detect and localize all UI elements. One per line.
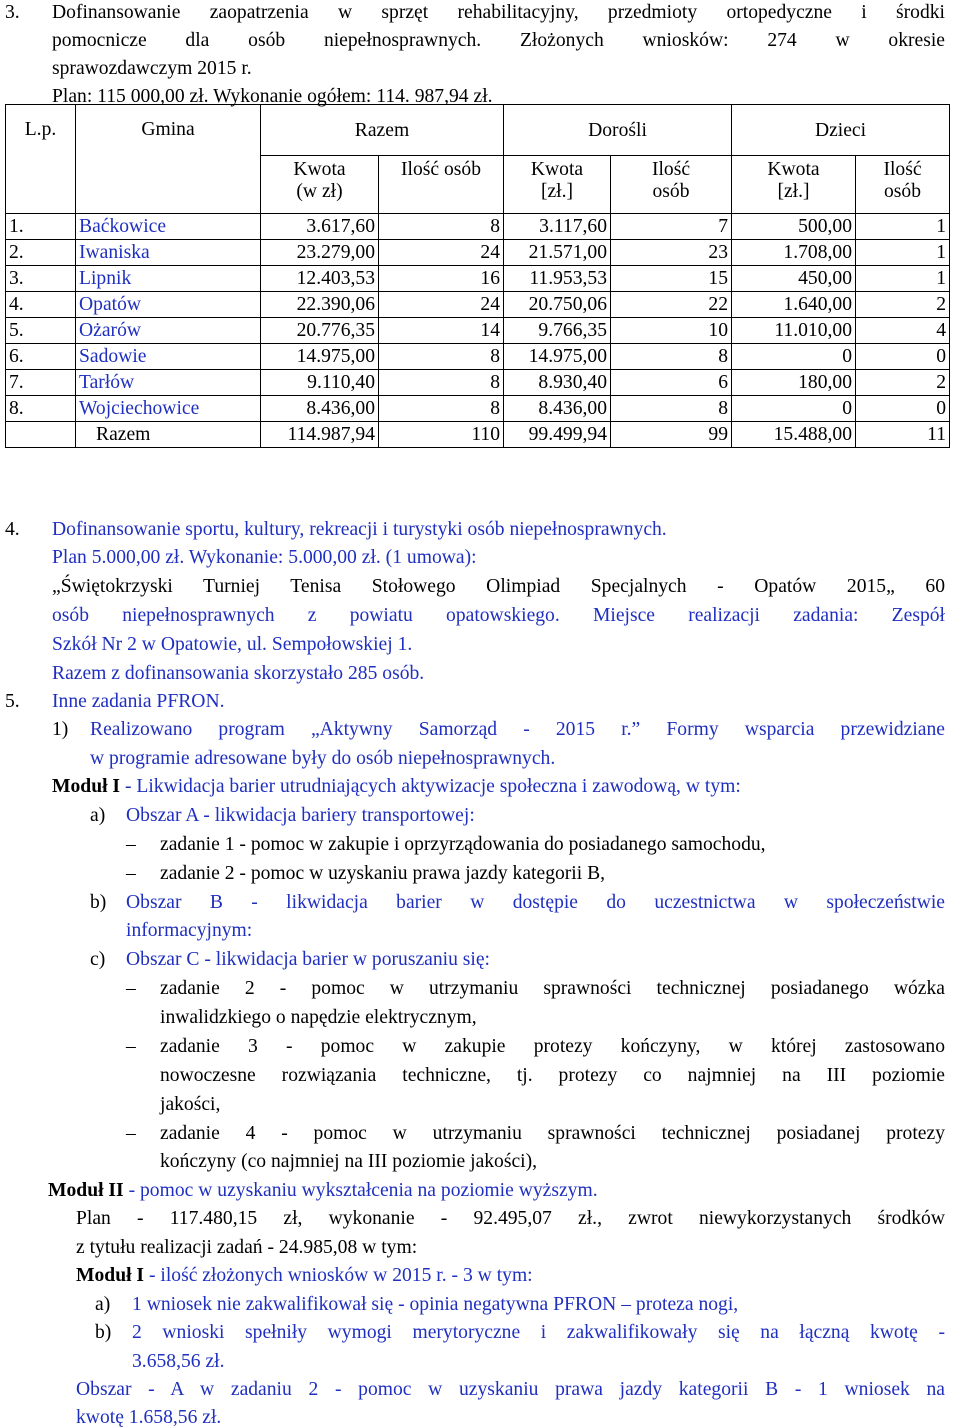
row-kwota-dorosli: 8.930,40: [504, 370, 611, 396]
obszar-a-label: a): [90, 805, 106, 826]
row-gmina: Ożarów: [76, 318, 261, 344]
obszar-a-summary-line-1: Obszar - A w zadaniu 2 - pomoc w uzyskaniu prawa jazdy kategorii B - 1 wniosek na: [76, 1379, 945, 1400]
application-b-line-1: 2 wnioski spełniły wymogi merytoryczne i zakwalifikowały się na łączną kwotę -: [132, 1322, 945, 1343]
row-kwota-dzieci: 450,00: [732, 266, 856, 292]
row-ilosc: 16: [379, 266, 504, 292]
row-gmina: Wojciechowice: [76, 396, 261, 422]
total-lp: [6, 422, 76, 448]
obszar-a-text: Obszar A - likwidacja bariery transportowej:: [126, 805, 475, 826]
application-b-line-2: 3.658,56 zł.: [132, 1351, 225, 1372]
row-kwota-dzieci: 11.010,00: [732, 318, 856, 344]
table-total-row: [6, 422, 950, 448]
total-label: Razem: [76, 422, 261, 448]
row-ilosc-dzieci: 2: [856, 292, 950, 318]
header-dorosli: Dorośli: [504, 105, 732, 156]
dash-icon: –: [126, 1036, 136, 1057]
table-row: [6, 214, 950, 240]
section-5-title: Inne zadania PFRON.: [52, 691, 225, 712]
row-kwota-dzieci: 0: [732, 396, 856, 422]
obszar-b-line-1: Obszar B - likwidacja barier w dostępie do uczestnictwa w społeczeństwie: [126, 892, 945, 913]
header-kwota-razem: Kwota (w zł): [261, 156, 379, 214]
row-kwota: 22.390,06: [261, 292, 379, 318]
section-5-number: 5.: [5, 691, 20, 712]
section-3-number: 3.: [5, 2, 20, 23]
obszar-c-task-2-line-3: jakości,: [160, 1094, 221, 1115]
obszar-b-label: b): [90, 892, 107, 913]
table-header-row-1: [6, 105, 950, 156]
table-row: [6, 266, 950, 292]
total-kwota: 114.987,94: [261, 422, 379, 448]
row-ilosc-dzieci: 1: [856, 266, 950, 292]
row-lp: 2.: [6, 240, 76, 266]
row-kwota-dzieci: 1.708,00: [732, 240, 856, 266]
row-lp: 4.: [6, 292, 76, 318]
header-razem: Razem: [261, 105, 504, 156]
row-kwota-dzieci: 500,00: [732, 214, 856, 240]
section-4-plan: Plan 5.000,00 zł. Wykonanie: 5.000,00 zł. (1 umowa):: [52, 547, 477, 568]
section-3-line-3: sprawozdawczym 2015 r.: [52, 58, 252, 79]
row-gmina: Tarłów: [76, 370, 261, 396]
header-lp: L.p.: [6, 105, 76, 214]
table-row: [6, 318, 950, 344]
row-kwota: 9.110,40: [261, 370, 379, 396]
row-ilosc: 14: [379, 318, 504, 344]
obszar-c-task-1-line-2: inwalidzkiego o napędzie elektrycznym,: [160, 1007, 477, 1028]
header-ilosc-dzieci: Ilość osób: [856, 156, 950, 214]
subsidy-table: [5, 104, 950, 448]
row-ilosc-dorosli: 6: [611, 370, 732, 396]
row-ilosc-dzieci: 0: [856, 344, 950, 370]
row-gmina: Sadowie: [76, 344, 261, 370]
obszar-b-line-2: informacyjnym:: [126, 920, 253, 941]
dash-icon: –: [126, 863, 136, 884]
point-1-number: 1): [52, 719, 69, 740]
header-dzieci: Dzieci: [732, 105, 950, 156]
row-lp: 6.: [6, 344, 76, 370]
section-4-line-3: „Świętokrzyski Turniej Tenisa Stołowego Olimpiad Specjalnych - Opatów 2015„ 60: [52, 576, 945, 597]
row-kwota: 12.403,53: [261, 266, 379, 292]
section-3-line-2: pomocnicze dla osób niepełnosprawnych. Złożonych wniosków: 274 w okresie: [52, 30, 945, 51]
row-gmina: Opatów: [76, 292, 261, 318]
row-gmina: Lipnik: [76, 266, 261, 292]
header-ilosc-osob-razem: Ilość osób: [379, 156, 504, 214]
section-4-line-6: Razem z dofinansowania skorzystało 285 osób.: [52, 663, 425, 684]
row-lp: 5.: [6, 318, 76, 344]
point-1-line-1: Realizowano program „Aktywny Samorząd - 2015 r.” Formy wsparcia przewidziane: [90, 719, 945, 740]
row-ilosc-dzieci: 2: [856, 370, 950, 396]
row-gmina: Iwaniska: [76, 240, 261, 266]
row-lp: 1.: [6, 214, 76, 240]
module-2-heading: Moduł II - pomoc w uzyskaniu wykształcenia na poziomie wyższym.: [48, 1180, 598, 1201]
row-kwota: 23.279,00: [261, 240, 379, 266]
section-4-line-4: osób niepełnosprawnych z powiatu opatowskiego. Miejsce realizacji zadania: Zespół: [52, 605, 945, 626]
row-kwota: 20.776,35: [261, 318, 379, 344]
row-ilosc: 8: [379, 344, 504, 370]
application-a-label: a): [95, 1294, 111, 1315]
table-row: [6, 396, 950, 422]
point-1-line-2: w programie adresowane były do osób niepełnosprawnych.: [90, 748, 556, 769]
obszar-c-label: c): [90, 949, 106, 970]
row-ilosc: 24: [379, 292, 504, 318]
row-kwota: 8.436,00: [261, 396, 379, 422]
total-ilosc-dzieci: 11: [856, 422, 950, 448]
row-lp: 8.: [6, 396, 76, 422]
obszar-c-text: Obszar C - likwidacja barier w poruszaniu się:: [126, 949, 490, 970]
row-kwota-dorosli: 9.766,35: [504, 318, 611, 344]
section-4-title: Dofinansowanie sportu, kultury, rekreacji i turystyki osób niepełnosprawnych.: [52, 519, 667, 540]
plan-line-2: z tytułu realizacji zadań - 24.985,08 w tym:: [76, 1237, 418, 1258]
row-ilosc-dzieci: 0: [856, 396, 950, 422]
obszar-c-task-1-line-1: zadanie 2 - pomoc w utrzymaniu sprawności technicznej posiadanego wózka: [160, 978, 945, 999]
row-kwota-dorosli: 14.975,00: [504, 344, 611, 370]
header-kwota-dorosli: Kwota [zł.]: [504, 156, 611, 214]
module-1-applications: Moduł I - ilość złożonych wniosków w 2015 r. - 3 w tym:: [76, 1265, 533, 1286]
application-b-label: b): [95, 1322, 112, 1343]
plan-line-1: Plan - 117.480,15 zł, wykonanie - 92.495,07 zł., zwrot niewykorzystanych środków: [76, 1208, 945, 1229]
obszar-c-task-3-line-1: zadanie 4 - pomoc w utrzymaniu sprawności technicznej posiadanej protezy: [160, 1123, 945, 1144]
obszar-c-task-2-line-1: zadanie 3 - pomoc w zakupie protezy kończyny, w której zastosowano: [160, 1036, 945, 1057]
row-gmina: Baćkowice: [76, 214, 261, 240]
table-row: [6, 344, 950, 370]
application-a-text: 1 wniosek nie zakwalifikował się - opinia negatywna PFRON – proteza nogi,: [132, 1294, 739, 1315]
dash-icon: –: [126, 978, 136, 999]
row-kwota-dzieci: 180,00: [732, 370, 856, 396]
row-kwota: 14.975,00: [261, 344, 379, 370]
section-4-line-5: Szkół Nr 2 w Opatowie, ul. Sempołowskiej 1.: [52, 634, 413, 655]
row-ilosc: 8: [379, 214, 504, 240]
table-row: [6, 370, 950, 396]
row-lp: 3.: [6, 266, 76, 292]
total-ilosc-dorosli: 99: [611, 422, 732, 448]
obszar-a-task-1: zadanie 1 - pomoc w zakupie i oprzyrządowania do posiadanego samochodu,: [160, 834, 766, 855]
row-ilosc: 24: [379, 240, 504, 266]
row-kwota-dzieci: 1.640,00: [732, 292, 856, 318]
row-kwota-dorosli: 3.117,60: [504, 214, 611, 240]
row-kwota-dorosli: 20.750,06: [504, 292, 611, 318]
row-ilosc: 8: [379, 396, 504, 422]
total-ilosc: 110: [379, 422, 504, 448]
row-ilosc-dorosli: 8: [611, 396, 732, 422]
header-ilosc-dorosli: Ilość osób: [611, 156, 732, 214]
section-3-line-1: Dofinansowanie zaopatrzenia w sprzęt rehabilitacyjny, przedmioty ortopedyczne i środki: [52, 2, 945, 23]
row-ilosc-dorosli: 23: [611, 240, 732, 266]
dash-icon: –: [126, 1123, 136, 1144]
obszar-a-summary-line-2: kwotę 1.658,56 zł.: [76, 1407, 222, 1428]
row-ilosc-dzieci: 1: [856, 214, 950, 240]
row-kwota-dorosli: 11.953,53: [504, 266, 611, 292]
obszar-a-task-2: zadanie 2 - pomoc w uzyskaniu prawa jazdy kategorii B,: [160, 863, 606, 884]
row-kwota-dzieci: 0: [732, 344, 856, 370]
row-ilosc-dorosli: 7: [611, 214, 732, 240]
obszar-c-task-3-line-2: kończyny (co najmniej na III poziomie jakości),: [160, 1151, 538, 1172]
row-ilosc-dorosli: 15: [611, 266, 732, 292]
header-kwota-dzieci: Kwota [zł.]: [732, 156, 856, 214]
header-gmina: Gmina: [76, 105, 261, 214]
dash-icon: –: [126, 834, 136, 855]
section-3-plan: Plan: 115 000,00 zł. Wykonanie ogółem: 114. 987,94 zł.: [52, 86, 493, 107]
total-kwota-dorosli: 99.499,94: [504, 422, 611, 448]
section-4-number: 4.: [5, 519, 20, 540]
row-ilosc-dzieci: 1: [856, 240, 950, 266]
row-lp: 7.: [6, 370, 76, 396]
total-kwota-dzieci: 15.488,00: [732, 422, 856, 448]
row-kwota-dorosli: 8.436,00: [504, 396, 611, 422]
row-kwota-dorosli: 21.571,00: [504, 240, 611, 266]
row-kwota: 3.617,60: [261, 214, 379, 240]
row-ilosc-dorosli: 22: [611, 292, 732, 318]
row-ilosc: 8: [379, 370, 504, 396]
table-row: [6, 240, 950, 266]
row-ilosc-dorosli: 8: [611, 344, 732, 370]
obszar-c-task-2-line-2: nowoczesne rozwiązania techniczne, tj. protezy co najmniej na III poziomie: [160, 1065, 945, 1086]
module-1-heading: Moduł I - Likwidacja barier utrudniających aktywizacje społeczna i zawodową, w tym:: [52, 776, 741, 797]
row-ilosc-dzieci: 4: [856, 318, 950, 344]
row-ilosc-dorosli: 10: [611, 318, 732, 344]
table-row: [6, 292, 950, 318]
